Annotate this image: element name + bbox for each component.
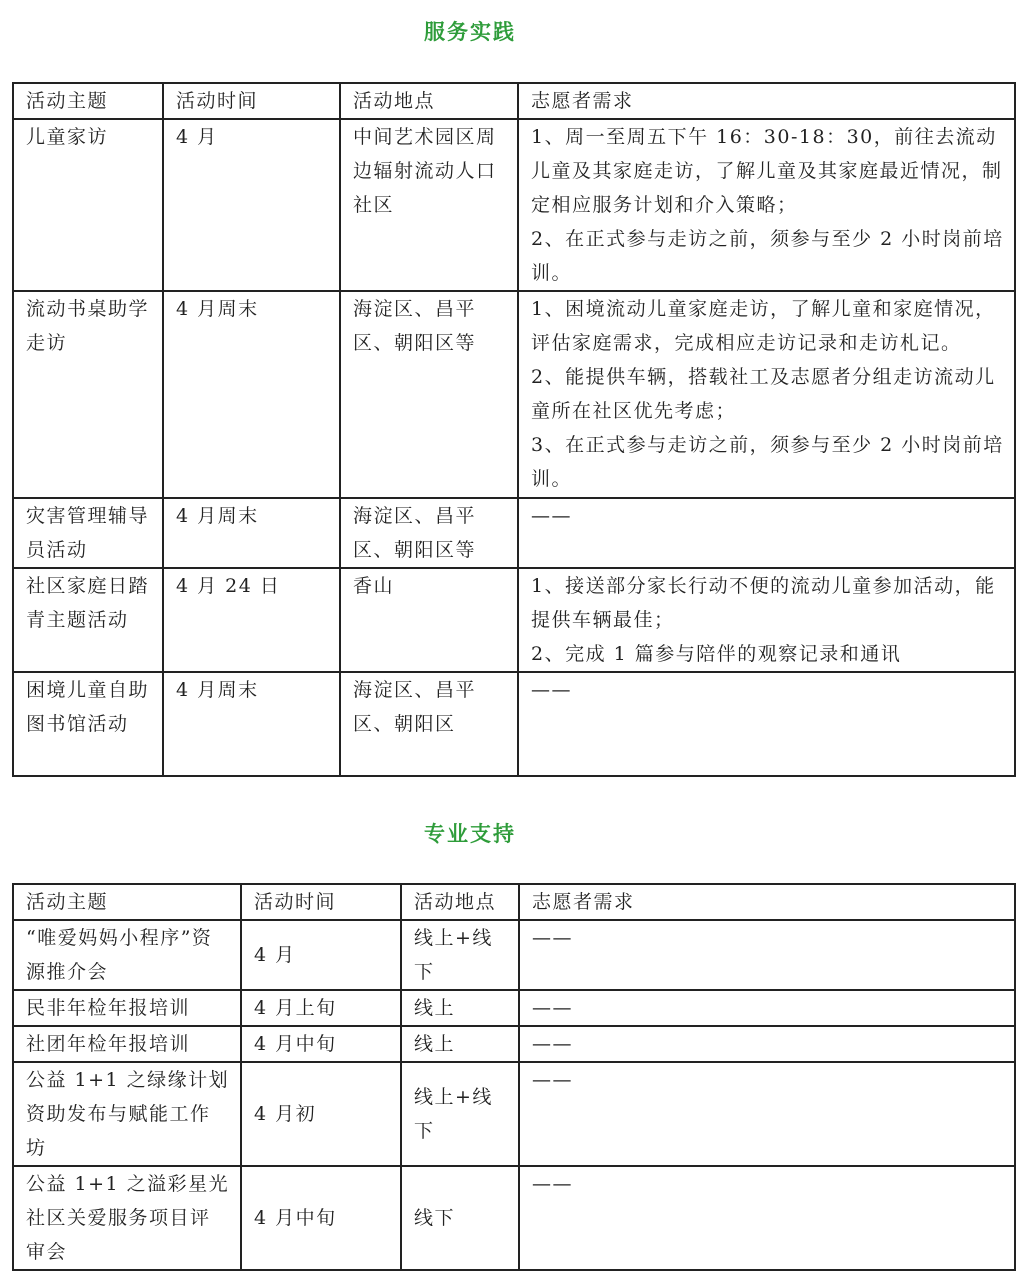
cell-time: 4 月 [163,119,340,291]
need-item: —— [531,505,572,527]
table-row [13,672,1015,776]
cell-time: 4 月周末 [163,498,340,568]
table-row [13,119,1015,291]
cell-needs [518,568,1015,672]
need-item: 1、困境流动儿童家庭走访，了解儿童和家庭情况，评估家庭需求，完成相应走访记录和走访札记。 [531,298,996,354]
cell-needs [518,672,1015,776]
cell-topic: 困境儿童自助图书馆活动 [13,672,163,776]
cell-topic: “唯爱妈妈小程序”资源推介会 [13,920,241,990]
cell-topic: 公益 1+1 之溢彩星光社区关爱服务项目评审会 [13,1166,241,1270]
cell-place: 线上 [401,990,519,1026]
cell-needs: —— [519,1166,1015,1270]
cell-place: 线下 [401,1166,519,1270]
need-item: 3、在正式参与走访之前，须参与至少 2 小时岗前培训。 [531,434,1004,490]
header-needs: 志愿者需求 [518,83,1015,119]
table-row [13,1026,1015,1062]
section-title-service-practice: 服务实践 [424,20,516,44]
cell-place: 线上+线下 [401,920,519,990]
cell-time: 4 月中旬 [241,1026,401,1062]
cell-time: 4 月上旬 [241,990,401,1026]
table-row [13,920,1015,990]
cell-time: 4 月 24 日 [163,568,340,672]
cell-time: 4 月周末 [163,291,340,498]
need-item: 1、接送部分家长行动不便的流动儿童参加活动，能提供车辆最佳； [531,575,996,631]
cell-needs [518,498,1015,568]
header-needs: 志愿者需求 [519,884,1015,920]
table-row [13,498,1015,568]
cell-topic: 社区家庭日踏青主题活动 [13,568,163,672]
need-item: 1、周一至周五下午 16：30-18：30，前往去流动儿童及其家庭走访，了解儿童及其家庭最近情况，制定相应服务计划和介入策略； [531,126,1003,216]
need-item: —— [531,679,572,701]
table-row [13,990,1015,1026]
need-item: 2、能提供车辆，搭载社工及志愿者分组走访流动儿童所在社区优先考虑； [531,366,996,422]
cell-needs [518,291,1015,498]
service-practice-table [12,82,1016,777]
cell-topic: 灾害管理辅导员活动 [13,498,163,568]
table-header-row [13,884,1015,920]
cell-topic: 社团年检年报培训 [13,1026,241,1062]
cell-needs: —— [519,1062,1015,1166]
professional-support-table [12,883,1016,1271]
table-row [13,1166,1015,1270]
header-place: 活动地点 [340,83,518,119]
cell-needs: —— [519,920,1015,990]
cell-place: 海淀区、昌平区、朝阳区等 [340,498,518,568]
cell-topic: 民非年检年报培训 [13,990,241,1026]
cell-topic: 公益 1+1 之绿缘计划资助发布与赋能工作坊 [13,1062,241,1166]
cell-place: 海淀区、昌平区、朝阳区等 [340,291,518,498]
need-item: 2、完成 1 篇参与陪伴的观察记录和通讯 [531,643,902,665]
cell-time: 4 月 [241,920,401,990]
cell-needs: —— [519,990,1015,1026]
cell-place: 线上+线下 [401,1062,519,1166]
header-time: 活动时间 [163,83,340,119]
cell-place: 线上 [401,1026,519,1062]
cell-time: 4 月周末 [163,672,340,776]
table-header-row [13,83,1015,119]
table-row [13,1062,1015,1166]
cell-place: 中间艺术园区周边辐射流动人口社区 [340,119,518,291]
cell-needs: —— [519,1026,1015,1062]
table-row [13,568,1015,672]
need-item: 2、在正式参与走访之前，须参与至少 2 小时岗前培训。 [531,228,1004,284]
section-title-professional-support: 专业支持 [424,822,516,846]
header-place: 活动地点 [401,884,519,920]
cell-place: 香山 [340,568,518,672]
header-topic: 活动主题 [13,83,163,119]
cell-time: 4 月中旬 [241,1166,401,1270]
header-topic: 活动主题 [13,884,241,920]
cell-topic: 流动书桌助学走访 [13,291,163,498]
cell-time: 4 月初 [241,1062,401,1166]
header-time: 活动时间 [241,884,401,920]
cell-topic: 儿童家访 [13,119,163,291]
cell-place: 海淀区、昌平区、朝阳区 [340,672,518,776]
cell-needs [518,119,1015,291]
table-row [13,291,1015,498]
